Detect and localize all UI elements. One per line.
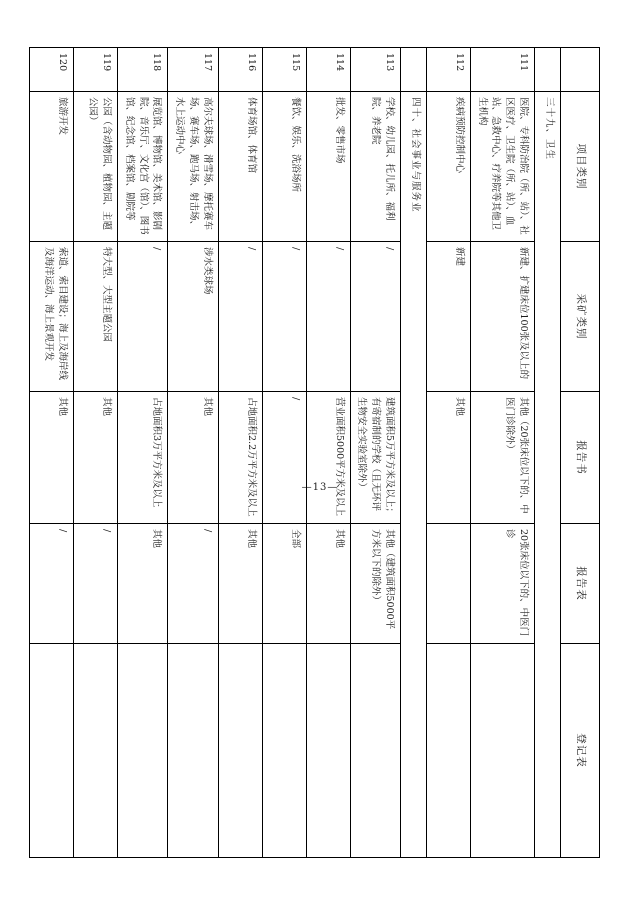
cell-report-form: 其他 (426, 392, 470, 524)
table-row (218, 48, 262, 858)
cell-number: 115 (262, 48, 306, 92)
header-report-book: 报告书 (561, 392, 600, 524)
cell-note (74, 644, 118, 858)
catalog-table (29, 47, 600, 858)
table-row (400, 48, 426, 858)
header-row-number (561, 48, 600, 92)
cell-report-book: 涉水类球场 (168, 242, 218, 392)
cell-report-form: 占地面积3万平方米及以上 (118, 392, 168, 524)
header-register-form: 登记表 (561, 644, 600, 858)
table-row (30, 48, 74, 858)
cell-note (118, 644, 168, 858)
table-row (262, 48, 306, 858)
table-row (350, 48, 400, 858)
rotated-table-container (40, 47, 600, 857)
table-row (168, 48, 218, 858)
cell-register (426, 524, 470, 644)
cell-number: 120 (30, 48, 74, 92)
cell-report-book: 特大型、大型主题公园 (74, 242, 118, 392)
table-row (470, 48, 534, 858)
cell-report-form: 其他 (30, 392, 74, 524)
cell-report-book: 新建、扩建床位100张及以上的 (470, 242, 534, 392)
cell-register: 全部 (262, 524, 306, 644)
cell-register: / (30, 524, 74, 644)
cell-report-form: 营业面积5000平方米及以上 (306, 392, 350, 524)
cell-note (426, 644, 470, 858)
cell-note (306, 644, 350, 858)
table-header-row (561, 48, 600, 858)
cell-category: 体育场馆、体育馆 (218, 92, 262, 242)
cell-category: 旅游开发 (30, 92, 74, 242)
cell-number: 113 (350, 48, 400, 92)
cell-number: 114 (306, 48, 350, 92)
cell-category: 疾病预防控制中心 (426, 92, 470, 242)
cell-report-form: / (262, 392, 306, 524)
cell-section-title: 三十九、卫生 (535, 92, 561, 858)
cell-category: 学校、幼儿园、托儿所、福利院、养老院 (350, 92, 400, 242)
cell-report-book: 新建 (426, 242, 470, 392)
cell-report-form: 其他 (74, 392, 118, 524)
table-row (74, 48, 118, 858)
cell-note (168, 644, 218, 858)
cell-report-form: 其他（20张床位以下的、中医门诊除外） (470, 392, 534, 524)
cell-report-book: / (262, 242, 306, 392)
cell-register: / (74, 524, 118, 644)
cell-note (30, 644, 74, 858)
cell-category: 餐饮、娱乐、洗浴场所 (262, 92, 306, 242)
cell-register: 其他 (218, 524, 262, 644)
header-report-form: 报告表 (561, 524, 600, 644)
cell-note (350, 644, 400, 858)
cell-number: 116 (218, 48, 262, 92)
cell-number (400, 48, 426, 92)
page-number: —13— (301, 482, 339, 493)
cell-number: 117 (168, 48, 218, 92)
cell-report-book: / (306, 242, 350, 392)
cell-note (470, 644, 534, 858)
cell-register: 其他 (118, 524, 168, 644)
table-row (118, 48, 168, 858)
cell-number: 112 (426, 48, 470, 92)
cell-category: 批发、零售市场 (306, 92, 350, 242)
cell-note (218, 644, 262, 858)
table-row (426, 48, 470, 858)
cell-register: / (168, 524, 218, 644)
table-row (535, 48, 561, 858)
cell-category: 医院、专科防治院（所、站）、社区医疗、卫生院（所、站）、血站、急救中心、疗养院等其他卫生机构 (470, 92, 534, 242)
cell-note (262, 644, 306, 858)
cell-number: 119 (74, 48, 118, 92)
cell-report-form: 建筑面积5万平方米及以上；有寄宿制的学校（且无环评生物安全实验室除外） (350, 392, 400, 524)
cell-number (535, 48, 561, 92)
cell-register: 其他 (306, 524, 350, 644)
cell-category: 公园（含动物园、植物园、主题公园） (74, 92, 118, 242)
header-mining-category: 采矿类别 (561, 242, 600, 392)
cell-report-book: / (118, 242, 168, 392)
cell-register: 20张床位以下的、中医门诊 (470, 524, 534, 644)
cell-number: 111 (470, 48, 534, 92)
cell-category: 展览馆、博物馆、美术馆、影剧院、音乐厅、文化宫（馆）、图书馆、纪念馆、档案馆、剧院等 (118, 92, 168, 242)
cell-report-book: / (218, 242, 262, 392)
cell-report-form: 其他 (168, 392, 218, 524)
cell-section-title: 四十、社会事业与服务业 (400, 92, 426, 858)
cell-report-book: / (350, 242, 400, 392)
table-body (30, 48, 561, 858)
table-row (306, 48, 350, 858)
cell-register: 其他（建筑面积5000平方米以下的除外） (350, 524, 400, 644)
header-project-category: 项目类别 (561, 92, 600, 242)
cell-number: 118 (118, 48, 168, 92)
cell-category: 高尔夫球场、滑雪场、摩托赛车场、赛车场、跑马场、射击场、水上运动中心 (168, 92, 218, 242)
cell-report-book: 索道、索目建设；海上及海岸线及海洋运动、海上景观开发 (30, 242, 74, 392)
cell-report-form: 占地面积2.2万平方米及以上 (218, 392, 262, 524)
